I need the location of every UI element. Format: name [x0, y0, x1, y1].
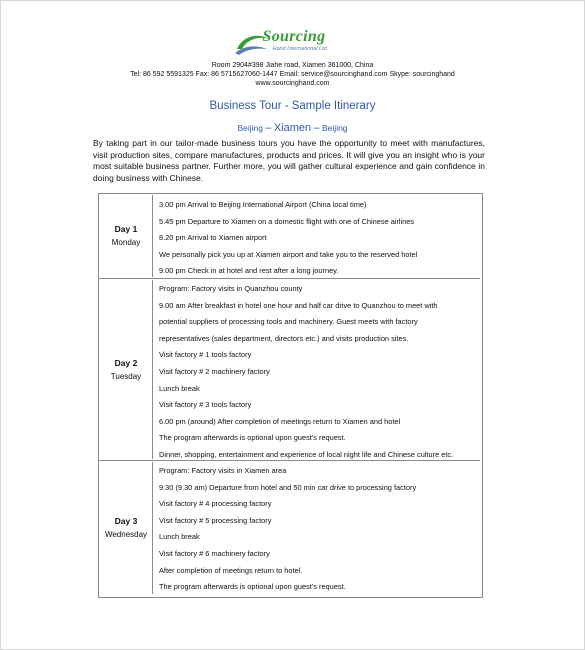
event-line: Dinner, shopping, entertainment and experience of local night life and Chinese culture etc. [159, 449, 454, 459]
event-line: The program afterwards is optional upon guest's request. [159, 582, 346, 592]
event-line: Visit factory # 1 tools factory [159, 350, 252, 360]
day-row-1 [99, 194, 480, 278]
event-line: 9.00 pm Check in at hotel and rest after a long journey. [159, 266, 339, 276]
day-label-cell [100, 195, 153, 277]
day-name: Day 1 [114, 224, 138, 234]
contact-website: www.sourcinghand.com [255, 80, 330, 88]
event-line: Visit factory # 5 processing factory [159, 515, 272, 525]
itinerary-table [98, 193, 483, 598]
route-separator: – [313, 122, 320, 134]
day-row-3 [99, 460, 480, 595]
day-weekday: Monday [111, 238, 141, 247]
logo-wordmark: Sourcing [262, 28, 326, 45]
day-name: Day 3 [114, 516, 138, 526]
event-line: 9.00 am After breakfast in hotel one hour and half car drive to Quanzhou to meet with [159, 300, 438, 310]
day-weekday: Tuesday [110, 371, 142, 381]
route-via: Xiamen [273, 122, 312, 134]
contact-block [1, 61, 584, 89]
route-line [1, 122, 584, 134]
event-line: 6.00 pm (around) After completion of meetings return to Xiamen and hotel [159, 416, 401, 426]
event-line: Visit factory # 6 machinery factory [159, 548, 270, 558]
event-line: Visit factory # 4 processing factory [159, 499, 272, 509]
route-separator: – [265, 122, 272, 134]
contact-phone-line: Tel: 86 592 5591325 Fax: 86 5715627060-1447 Email: service@sourcinghand.com Skype: sourcinghand [130, 71, 455, 79]
event-line: After completion of meetings return to hotel. [159, 565, 303, 575]
logo-subtitle: Hand International Ltd. [272, 46, 329, 52]
day-row-2 [99, 278, 480, 460]
event-line: potential suppliers of processing tools and machinery. Guest meets with factory [159, 317, 418, 327]
event-line: 3.00 pm Arrival to Beijing International Airport (China local time) [159, 200, 367, 209]
day-label-cell [100, 462, 153, 594]
day-events-cell [153, 461, 480, 595]
event-line: representatives (sales department, directors etc.) and visits production sites. [159, 333, 409, 343]
event-line: Visit factory # 2 machinery factory [159, 366, 270, 376]
event-line: 8.20 pm Arrival to Xiamen airport [159, 233, 267, 243]
page-title: Business Tour - Sample Itinerary [209, 100, 376, 112]
day-label-cell [100, 280, 153, 459]
contact-address: Room 2904#398 Jiahe road, Xiamen 361000, China [211, 62, 374, 69]
day-events-cell [153, 279, 480, 460]
event-line: Program: Factory visits in Quanzhou county [159, 284, 303, 293]
day-name: Day 2 [114, 357, 138, 368]
event-line: Lunch break [159, 532, 200, 542]
company-logo [1, 28, 584, 57]
event-line: We personally pick you up at Xiamen airport and take you to the reserved hotel [159, 249, 418, 259]
event-line: 5.45 pm Departure to Xiamen on a domestic flight with one of Chinese airlines [159, 216, 415, 226]
event-line: 9:30 (9.30 am) Departure from hotel and 50 min car drive to processing factory [159, 482, 417, 492]
event-line: Visit factory # 3 tools factory [159, 400, 252, 410]
event-line: The program afterwards is optional upon guest's request. [159, 433, 346, 443]
event-line: Lunch break [159, 383, 200, 393]
route-origin: Beijing [237, 123, 263, 133]
event-line: Program: Factory visits in Xiamen area [159, 466, 287, 475]
day-events-cell [153, 194, 480, 278]
intro-paragraph: By taking part in our tailor-made business tours you have the opportunity to meet with manufactures, visit production sites, compare manufactures, products and prices. It will give you an insight who is your most suitable business partner. Further more, you will gather cultural experience and gain confidence in doing business with Chinese. [93, 138, 485, 183]
route-destination: Beijing [322, 123, 348, 133]
day-weekday: Wednesday [104, 530, 148, 539]
